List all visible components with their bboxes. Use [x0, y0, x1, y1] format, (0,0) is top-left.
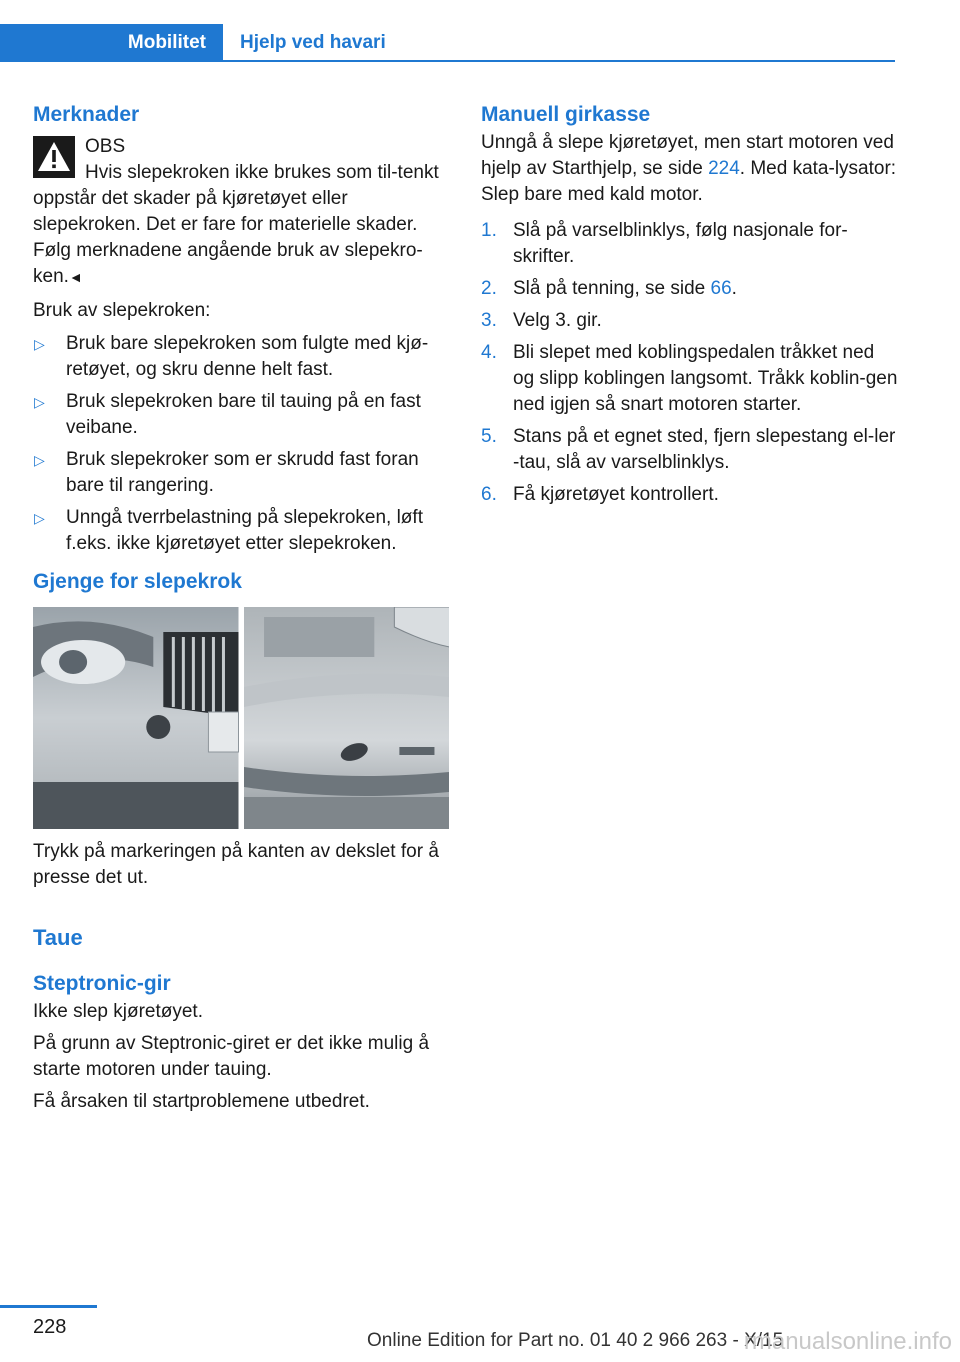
manual-steps: [481, 218, 899, 508]
step-number: 5.: [481, 426, 497, 447]
bullet-item: [33, 447, 449, 499]
car-front-grille-photo: [33, 607, 239, 829]
manual-intro: [481, 130, 899, 208]
intro-text: Unngå å slepe kjøretøyet, men start motoren ved hjelp av Starthjelp, se side: [481, 132, 894, 179]
taue-heading: Taue: [33, 925, 83, 950]
step-number: 2.: [481, 278, 497, 299]
step-text: Velg 3. gir.: [513, 310, 602, 331]
page-number: 228: [33, 1316, 67, 1338]
bullet-text: Bruk slepekroken bare til tauing på en fast veibane.: [66, 391, 421, 438]
step-text: Bli slepet med koblingspedalen tråkket ned og slipp koblingen langsomt. Tråkk koblin-gen ned igjen så snart motoren starter.: [513, 342, 898, 415]
step-item: [481, 218, 899, 270]
car-front-bumper-photo: [244, 607, 450, 829]
tow-hook-figure: [33, 607, 449, 829]
step-text: Slå på varselblinklys, følg nasjonale for-skrifter.: [513, 220, 848, 267]
gjenge-heading: Gjenge for slepekrok: [33, 570, 242, 593]
step-text-after: .: [731, 278, 737, 299]
step-number: 1.: [481, 220, 497, 241]
step-number: 4.: [481, 342, 497, 363]
step-text: Stans på et egnet sted, fjern slepestang el-ler -tau, slå av varselblinklys.: [513, 426, 896, 473]
steptronic-p1: Ikke slep kjøretøyet.: [33, 1001, 203, 1022]
step-item: [481, 308, 899, 334]
steptronic-heading: Steptronic-gir: [33, 972, 171, 995]
steptronic-p3: Få årsaken til startproblemene utbedret.: [33, 1091, 370, 1112]
step-text: Få kjøretøyet kontrollert.: [513, 484, 719, 505]
edition-footer: Online Edition for Part no. 01 40 2 966 263 - X/15: [367, 1330, 784, 1351]
warning-triangle-icon: [33, 136, 75, 178]
step-item: [481, 424, 899, 476]
warning-label: OBS: [85, 136, 126, 157]
steptronic-p2: På grunn av Steptronic-giret er det ikke mulig å starte motoren under tauing.: [33, 1033, 430, 1080]
figure-caption: Trykk på markeringen på kanten av dekslet for å presse det ut.: [33, 841, 439, 888]
bullet-item: [33, 389, 449, 441]
manuell-girkasse-heading: Manuell girkasse: [481, 103, 651, 126]
page-link-224[interactable]: 224: [708, 158, 740, 179]
warning-block: [33, 134, 449, 290]
bullet-text: Bruk bare slepekroken som fulgte med kjø-retøyet, og skru denne helt fast.: [66, 333, 429, 380]
bullet-arrow-icon: ▷: [34, 510, 45, 526]
bullet-text: Bruk slepekroker som er skrudd fast foran bare til rangering.: [66, 449, 419, 496]
bullet-item: [33, 505, 449, 557]
merknader-heading: Merknader: [33, 103, 140, 126]
step-item: [481, 340, 899, 418]
bullet-arrow-icon: ▷: [34, 336, 45, 352]
step-item: [481, 482, 899, 508]
intro-text-after: . Med kata-lysator: Slep bare med kald motor.: [481, 158, 897, 205]
bullet-arrow-icon: ▷: [34, 452, 45, 468]
warning-text: [33, 160, 449, 290]
usage-intro: Bruk av slepekroken:: [33, 300, 211, 321]
end-marker: ◄: [68, 269, 83, 285]
step-text: Slå på tenning, se side: [513, 278, 711, 299]
left-column: [33, 100, 449, 1115]
usage-bullets: [33, 331, 449, 557]
bullet-item: [33, 331, 449, 383]
warning-body: Hvis slepekroken ikke brukes som til-tenkt oppstår det skader på kjøretøyet eller slepekroken. Det er fare for materielle skader. Følg merknadene angående bruk av slepekro-ken.: [33, 162, 439, 287]
right-column: [481, 100, 899, 514]
bullet-arrow-icon: ▷: [34, 394, 45, 410]
step-number: 3.: [481, 310, 497, 331]
step-item: [481, 276, 899, 302]
tab-hjelp-ved-havari[interactable]: Hjelp ved havari: [240, 32, 386, 53]
step-number: 6.: [481, 484, 497, 505]
watermark-text: rmanualsonline.info: [743, 1328, 952, 1355]
page-link-66[interactable]: 66: [710, 278, 732, 299]
page-number-rule: [0, 1305, 97, 1308]
tab-mobilitet[interactable]: Mobilitet: [0, 24, 223, 62]
header-tabbar: [0, 24, 895, 62]
bullet-text: Unngå tverrbelastning på slepekroken, løft f.eks. ikke kjøretøyet etter slepekroken.: [66, 507, 423, 554]
header-rule: [0, 60, 895, 62]
